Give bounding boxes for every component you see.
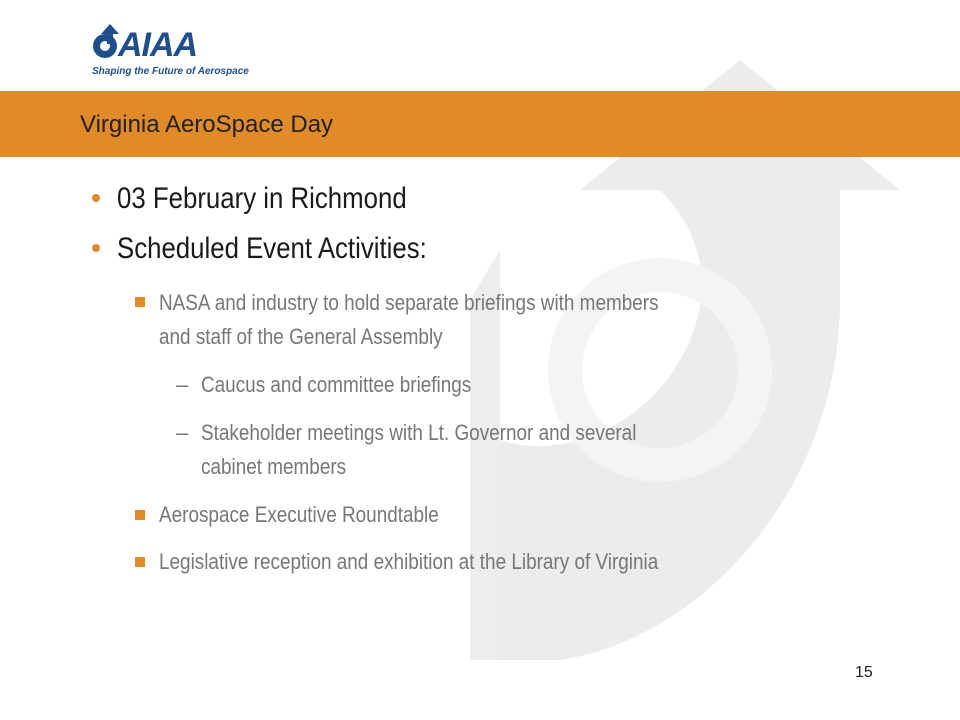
bullet-text: 03 February in Richmond [117,182,407,215]
square-bullet-icon [135,510,145,520]
bullet-text: Scheduled Event Activities: [117,232,427,265]
logo-wordmark: AIAA [118,26,198,64]
sub-bullet-line: Aerospace Executive Roundtable [159,502,439,527]
bullet-dot-icon [92,194,102,204]
sub-bullet-line: Legislative reception and exhibition at the Library of Virginia [159,549,659,574]
slide-title: Virginia AeroSpace Day [80,111,334,138]
sub-sub-bullet-line: Caucus and committee briefings [201,372,472,397]
square-bullet-icon [135,297,145,307]
sub-bullet-line: NASA and industry to hold separate briefings with members [159,290,659,315]
square-bullet-icon [135,557,145,567]
dash-bullet: – [176,372,189,397]
dash-bullet: – [176,420,189,445]
sub-sub-bullet-line: Stakeholder meetings with Lt. Governor and several [201,420,637,445]
sub-sub-bullet-line: cabinet members [201,454,347,479]
sub-bullet-line: and staff of the General Assembly [159,324,443,349]
page-number: 15 [855,664,873,681]
logo-tagline: Shaping the Future of Aerospace [92,66,249,77]
bullet-dot-icon [92,244,102,254]
